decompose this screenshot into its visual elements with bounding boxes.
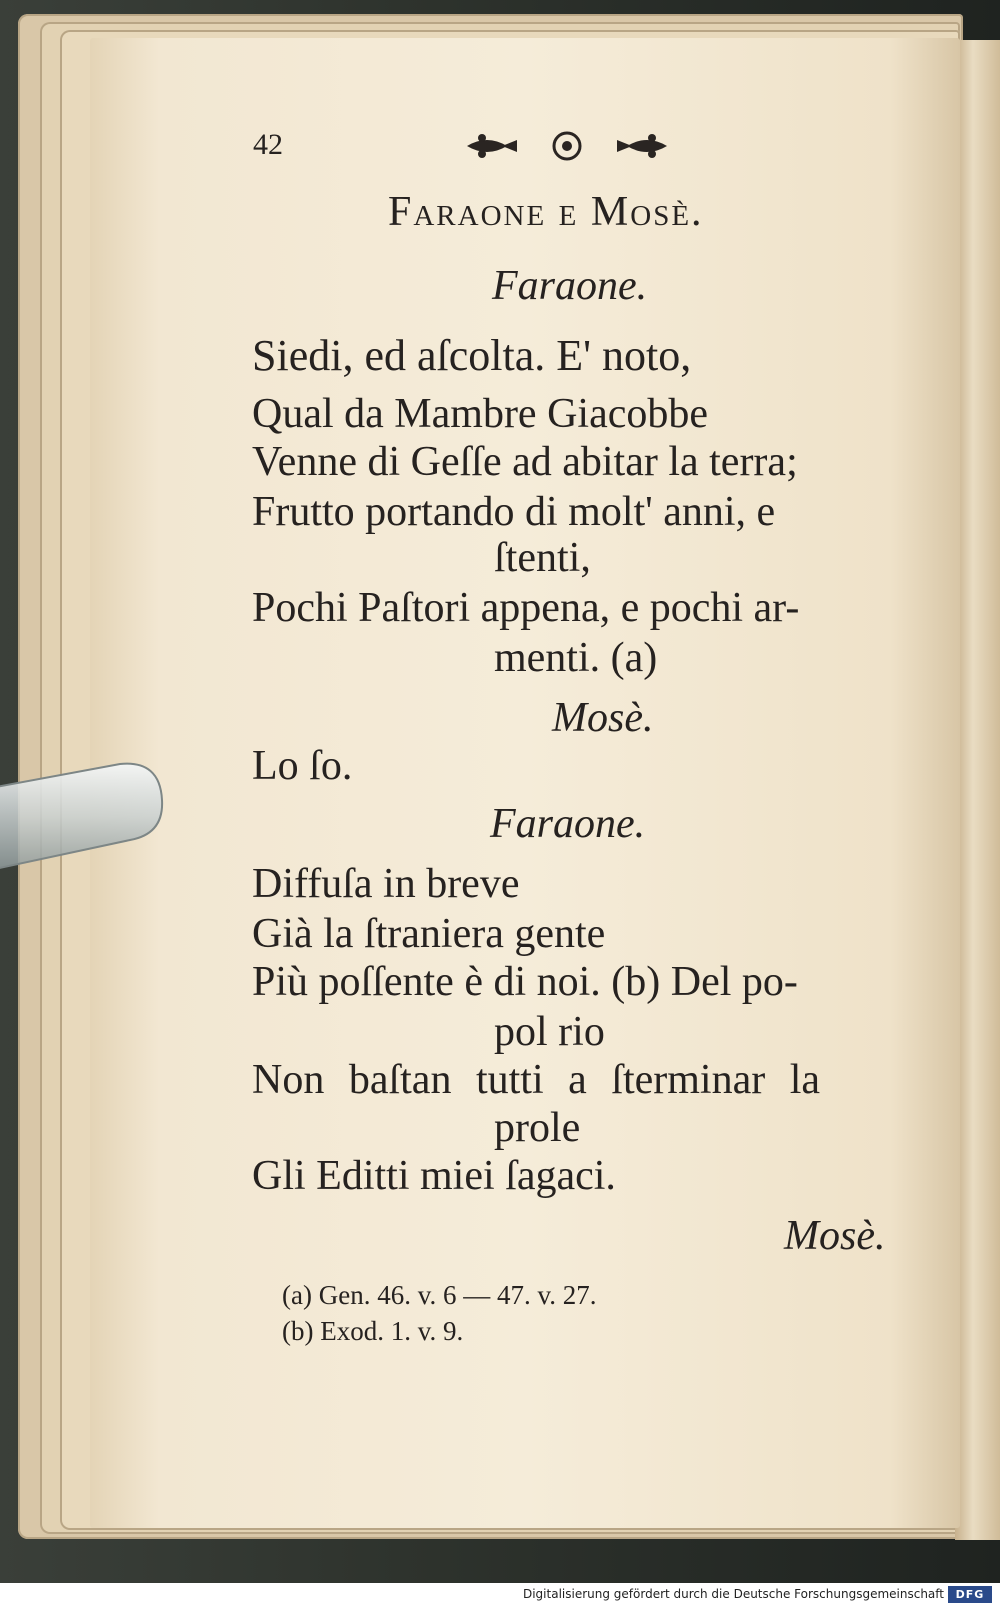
- verse-line: prole: [494, 1105, 581, 1151]
- verse-line: Siedi, ed aſcolta. E' noto,: [252, 331, 692, 380]
- verse-line: Diffuſa in breve: [252, 861, 520, 907]
- verse-line: Già la ſtraniera gente: [252, 911, 606, 957]
- page-title: Faraone e Mosè.: [388, 189, 704, 235]
- catchword: Mosè.: [784, 1213, 886, 1259]
- speaker-heading: Mosè.: [552, 695, 654, 741]
- dfg-logo: DFG: [948, 1586, 992, 1603]
- verse-line: pol rio: [494, 1009, 605, 1055]
- verse-line: Più poſſente è di noi. (b) Del po-: [252, 959, 798, 1005]
- facing-page-edge: [955, 40, 1000, 1540]
- fleuron-ornament-icon: [462, 126, 672, 166]
- verse-line: Pochi Paſtori appena, e pochi ar-: [252, 585, 800, 631]
- verse-line: Venne di Geſſe ad abitar la terra;: [252, 439, 798, 485]
- speaker-heading: Faraone.: [492, 263, 648, 309]
- verse-line: menti. (a): [494, 635, 658, 681]
- page-clip-icon: [0, 760, 170, 870]
- footer-credit: Digitalisierung gefördert durch die Deutsche Forschungsgemeinschaft: [522, 1587, 944, 1601]
- footer-bar: [0, 1583, 1000, 1607]
- verse-line: Frutto portando di molt' anni, e: [252, 489, 776, 535]
- page-number: 42: [253, 128, 283, 161]
- footnote: (b) Exod. 1. v. 9.: [282, 1316, 464, 1346]
- speaker-heading: Faraone.: [490, 801, 646, 847]
- verse-line: Non baſtan tutti a ſterminar la: [252, 1057, 821, 1103]
- verse-line: Gli Editti miei ſagaci.: [252, 1153, 616, 1199]
- verse-line: Lo ſo.: [252, 743, 353, 789]
- verse-line: ſtenti,: [494, 535, 591, 581]
- footnote: (a) Gen. 46. v. 6 — 47. v. 27.: [282, 1280, 597, 1310]
- verse-line: Qual da Mambre Giacobbe: [252, 391, 708, 437]
